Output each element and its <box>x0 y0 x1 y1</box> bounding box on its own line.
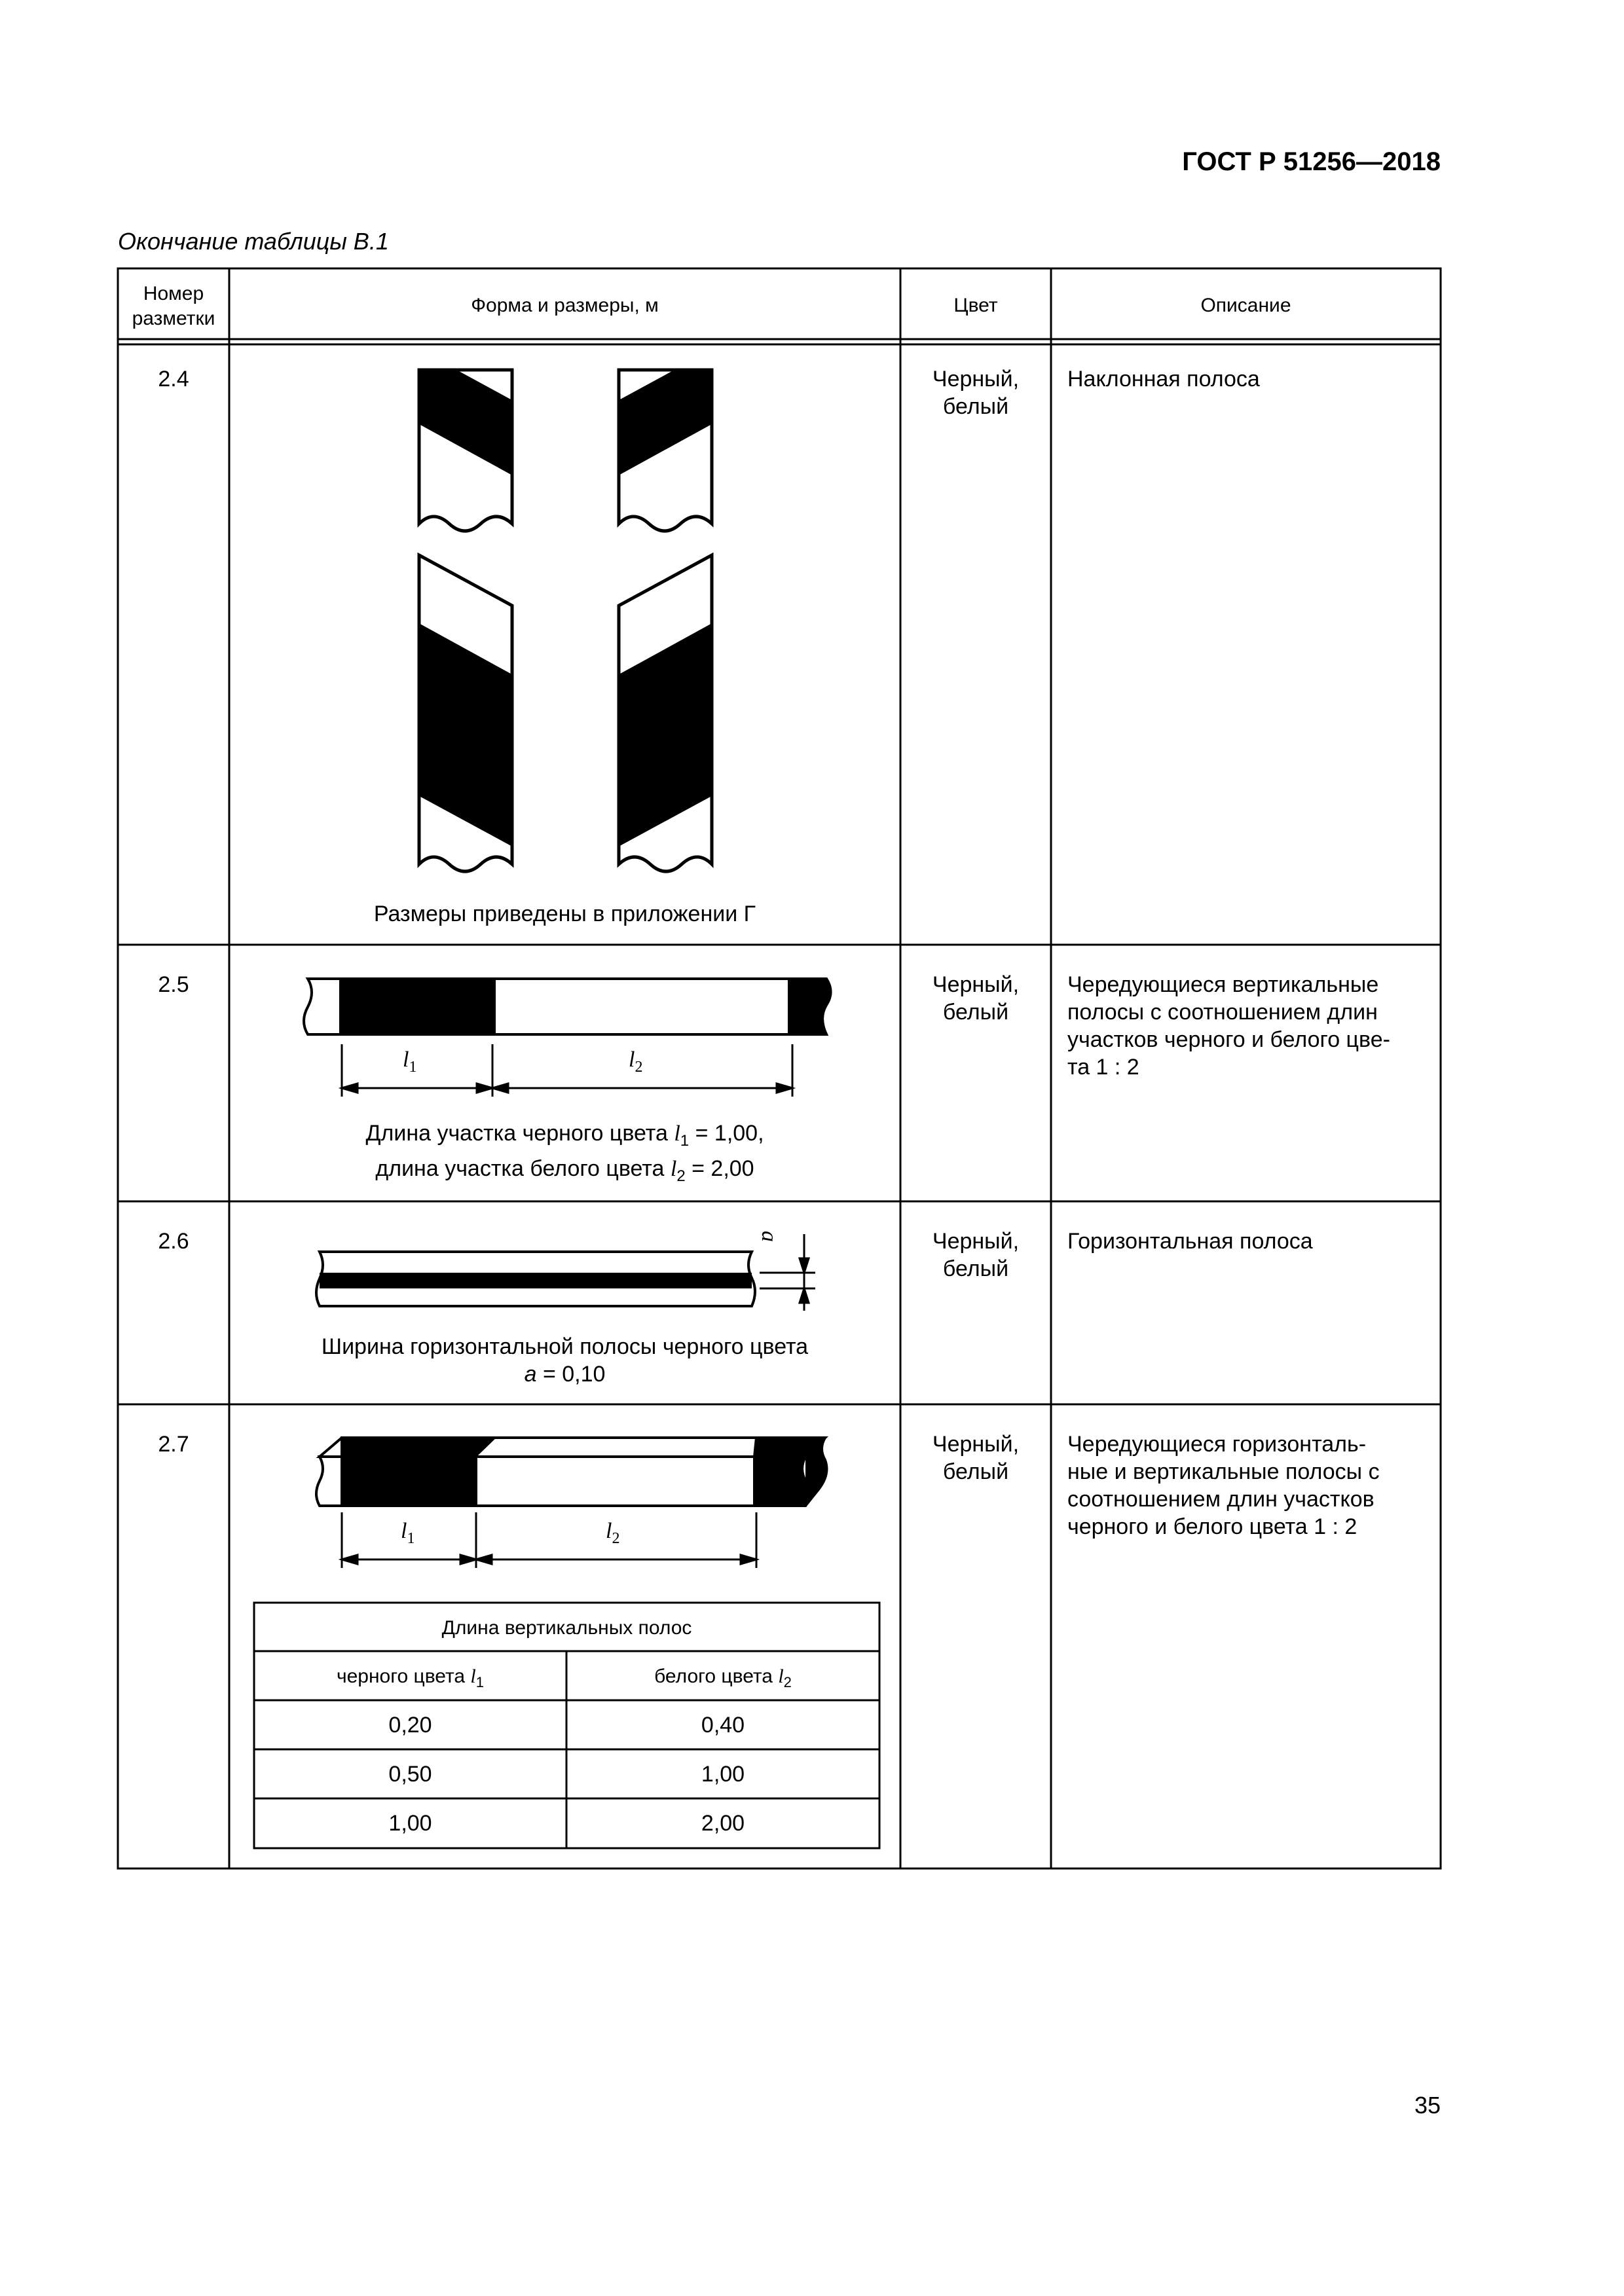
row-description-line: та 1 : 2 <box>1067 1055 1139 1080</box>
table-caption: Окончание таблицы В.1 <box>118 228 389 255</box>
row-number: 2.5 <box>158 972 189 997</box>
diagram-note-line2: a = 0,10 <box>524 1362 606 1387</box>
row-description-line: Чередующиеся горизонталь- <box>1067 1432 1367 1457</box>
row-color-line1: Черный, <box>932 972 1020 997</box>
row-color-line2: белый <box>942 1000 1009 1025</box>
subtable-cell: 1,00 <box>388 1811 432 1836</box>
subtable-column-header: белого цвета $l_2$ <box>654 1666 792 1690</box>
diagram-note-line2: длина участка белого цвета $l_2 = 2,00$ <box>375 1156 754 1185</box>
subtable-cell: 0,40 <box>701 1713 745 1738</box>
row-color-line2: белый <box>942 394 1009 419</box>
row-number: 2.6 <box>158 1229 189 1254</box>
row-description-line: полосы с соотношением длин <box>1067 1000 1378 1025</box>
diagram-note-line1: Ширина горизонтальной полосы черного цвета <box>321 1334 809 1359</box>
column-header-description: Описание <box>1200 295 1291 316</box>
column-header-shape: Форма и размеры, м <box>471 295 659 316</box>
diagram-note: Размеры приведены в приложении Г <box>373 902 756 926</box>
page-number: 35 <box>1414 2092 1441 2119</box>
dimension-label-l2: $l_2$ <box>606 1519 620 1547</box>
row-description-line: черного и белого цвета 1 : 2 <box>1067 1514 1357 1539</box>
column-header-color: Цвет <box>953 295 998 316</box>
row-color-line1: Черный, <box>932 1432 1020 1457</box>
dimension-label-a: a <box>757 1231 781 1242</box>
subtable-cell: 0,20 <box>388 1713 432 1738</box>
subtable-title: Длина вертикальных полос <box>441 1617 692 1639</box>
diagram-note-line1: Длина участка черного цвета $l_1 = 1,00$, <box>365 1121 764 1150</box>
standard-designation: ГОСТ Р 51256—2018 <box>1182 147 1441 176</box>
row-description-line: Чередующиеся вертикальные <box>1067 972 1379 997</box>
subtable-cell: 2,00 <box>701 1811 745 1836</box>
subtable-column-header: черного цвета $l_1$ <box>336 1666 485 1690</box>
row-description-line: Наклонная полоса <box>1067 367 1260 392</box>
subtable-cell: 0,50 <box>388 1762 432 1787</box>
row-number: 2.4 <box>158 367 189 392</box>
row-description-line: соотношением длин участков <box>1067 1487 1375 1512</box>
subtable-cell: 1,00 <box>701 1762 745 1787</box>
row-color-line2: белый <box>942 1459 1009 1484</box>
column-header-number-line2: разметки <box>132 308 215 329</box>
row-description-line: Горизонтальная полоса <box>1067 1229 1313 1254</box>
row-description-line: ные и вертикальные полосы с <box>1067 1459 1380 1484</box>
row-description-line: участков черного и белого цве- <box>1067 1027 1390 1052</box>
column-header-number-line1: Номер <box>143 283 204 304</box>
dimension-label-l2: $l_2$ <box>629 1048 643 1076</box>
dimension-label-l1: $l_1$ <box>403 1048 417 1076</box>
row-color-line1: Черный, <box>932 367 1020 392</box>
dimension-label-l1: $l_1$ <box>401 1519 415 1547</box>
row-number: 2.7 <box>158 1432 189 1457</box>
row-color-line1: Черный, <box>932 1229 1020 1254</box>
row-color-line2: белый <box>942 1256 1009 1281</box>
